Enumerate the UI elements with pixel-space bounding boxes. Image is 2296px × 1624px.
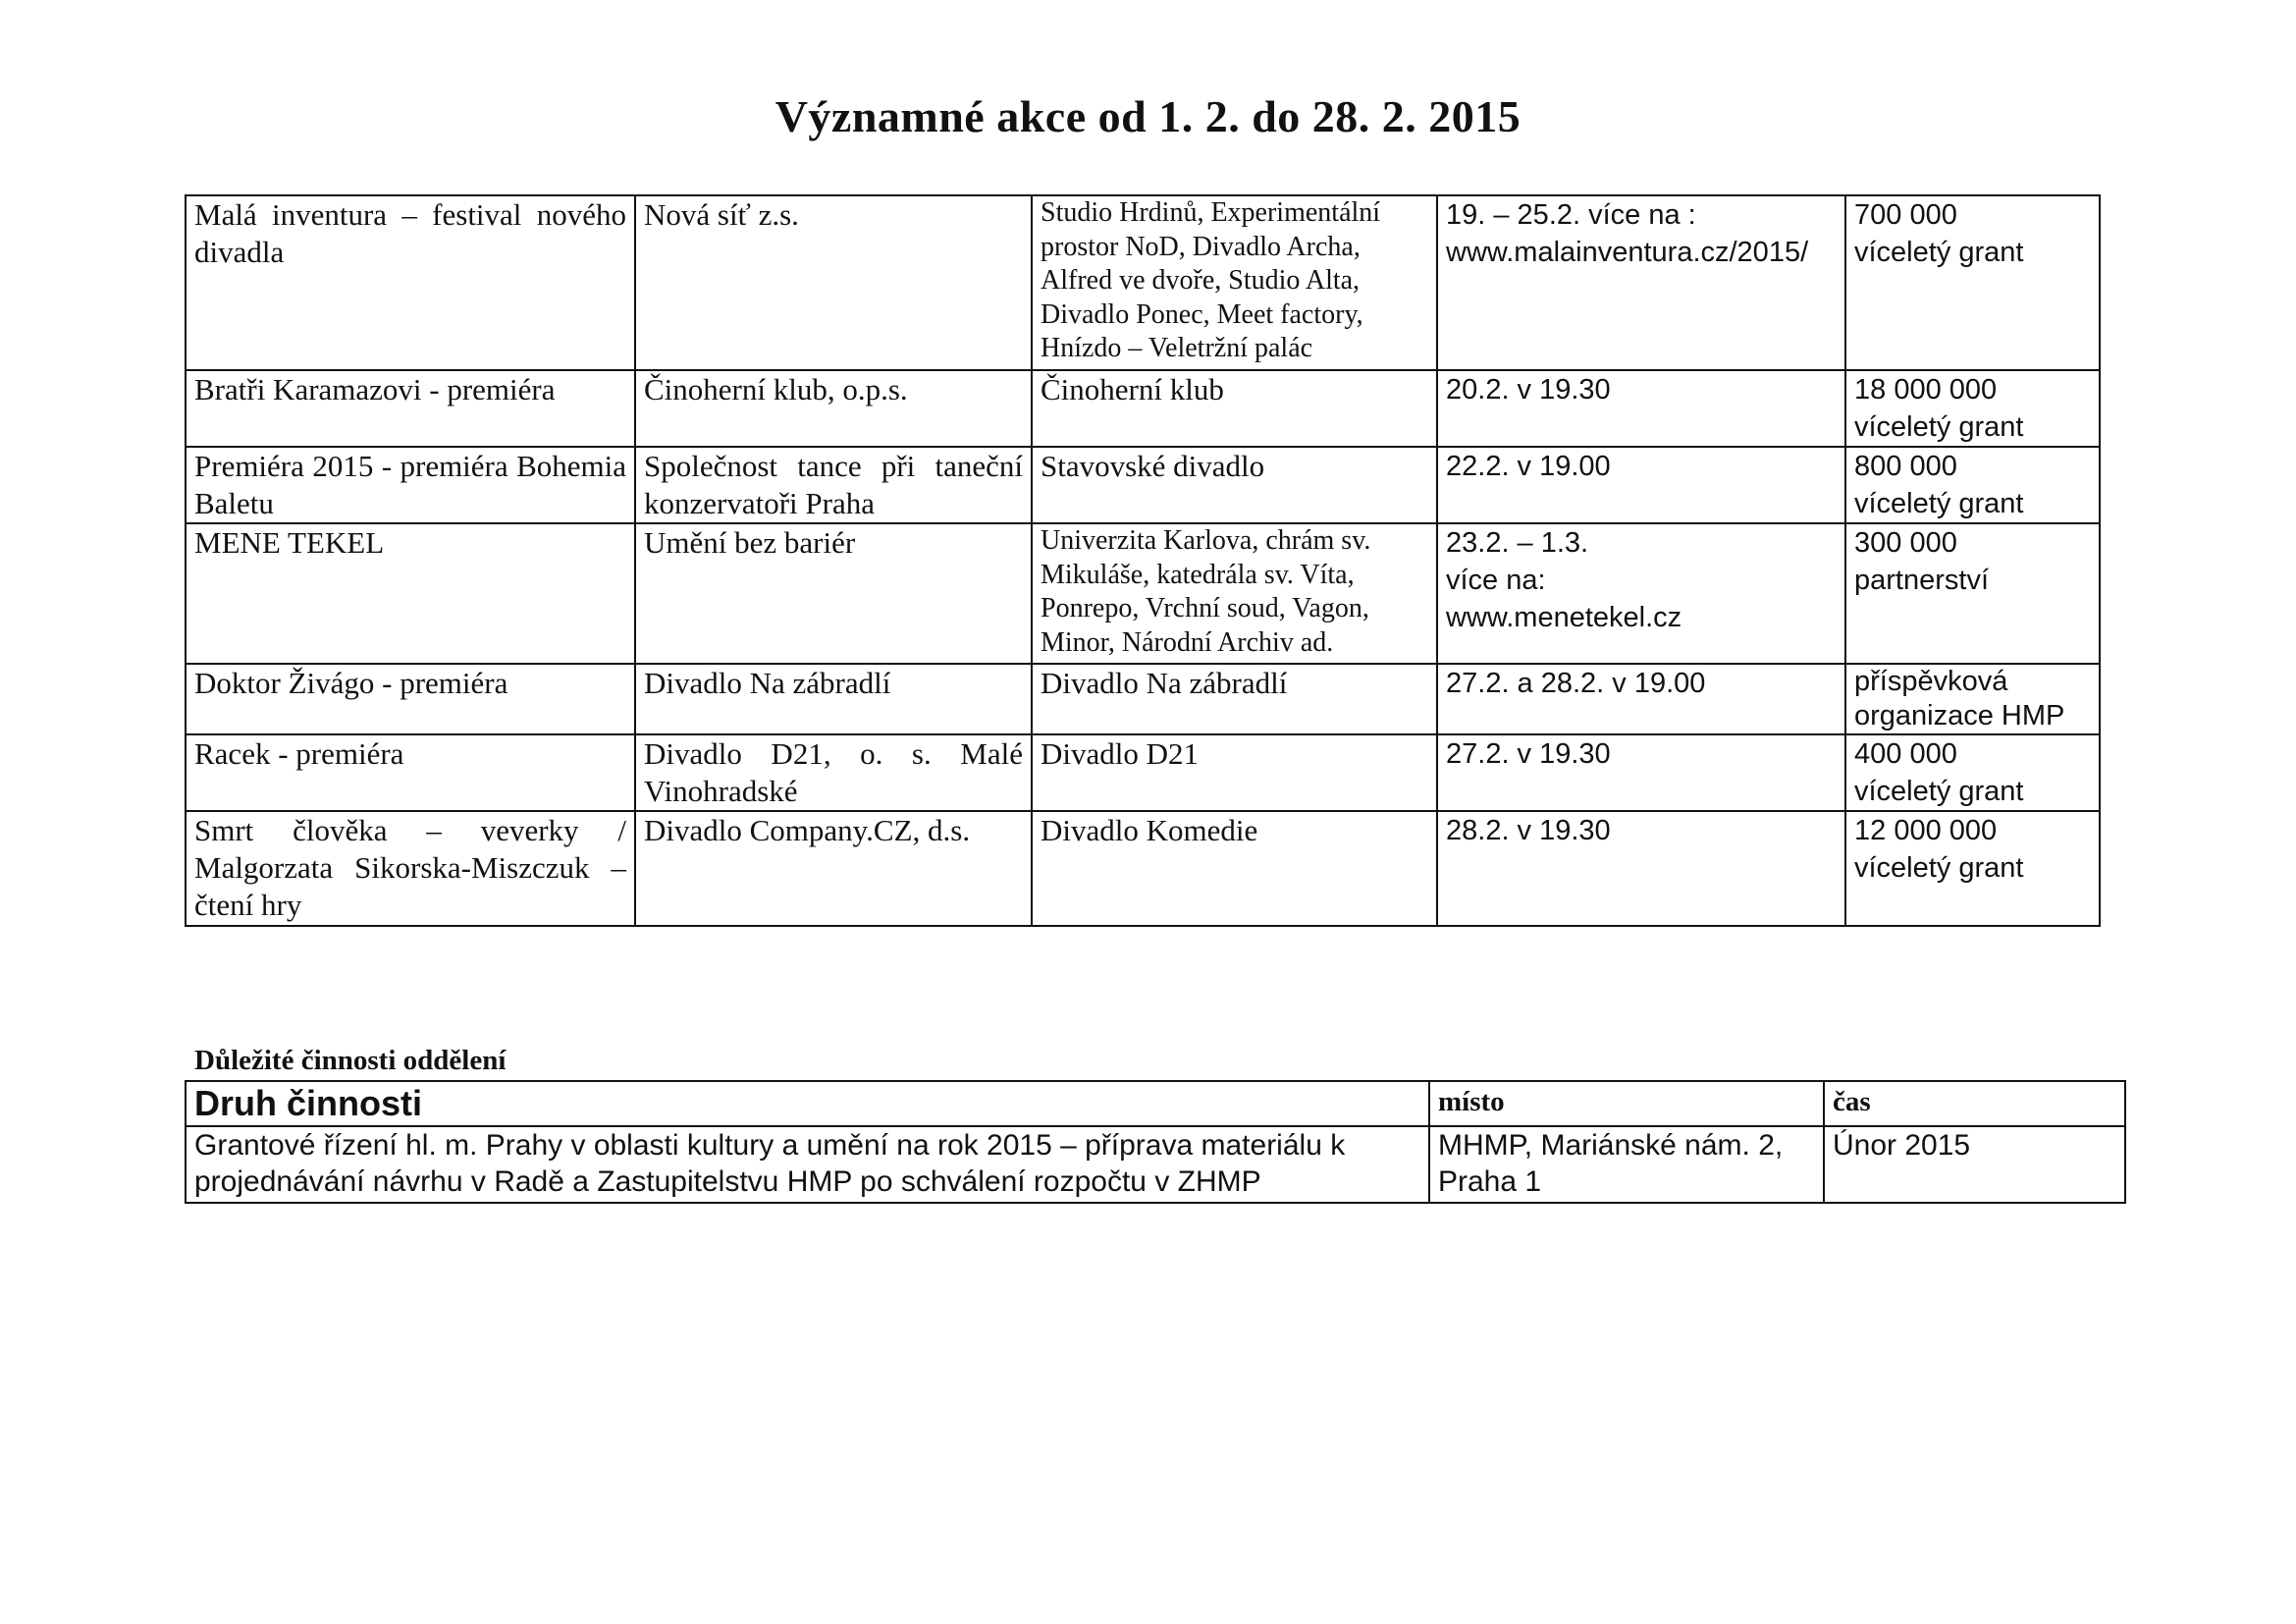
events-table bbox=[185, 194, 2101, 927]
event-organizer: Nová síť z.s. bbox=[635, 195, 1032, 370]
event-row bbox=[186, 734, 2100, 811]
funding-amount: 18 000 000 bbox=[1854, 374, 1998, 406]
event-venue bbox=[1032, 447, 1437, 523]
event-date bbox=[1437, 447, 1845, 523]
activity-place-line: MHMP, Mariánské nám. 2, bbox=[1438, 1129, 1784, 1162]
activity-kind bbox=[186, 1126, 1429, 1203]
funding-amount: 12 000 000 bbox=[1854, 815, 1998, 846]
date-line: www.menetekel.cz bbox=[1446, 602, 1682, 633]
event-organizer: Divadlo D21, o. s. Malé Vinohradské bbox=[635, 734, 1032, 811]
event-row bbox=[186, 523, 2100, 664]
funding-type: víceletý grant bbox=[1854, 411, 2024, 443]
event-organizer: Umění bez bariér bbox=[635, 523, 1032, 664]
funding-amount: 800 000 bbox=[1854, 451, 1957, 482]
event-venue bbox=[1032, 523, 1437, 664]
section-heading: Důležité činnosti oddělení bbox=[194, 1045, 507, 1076]
event-row bbox=[186, 811, 2100, 926]
event-venue bbox=[1032, 370, 1437, 447]
event-venue bbox=[1032, 734, 1437, 811]
event-date bbox=[1437, 195, 1845, 370]
funding-type: víceletý grant bbox=[1854, 852, 2024, 884]
funding-amount: 400 000 bbox=[1854, 738, 1957, 770]
event-date bbox=[1437, 523, 1845, 664]
date-line: více na: bbox=[1446, 565, 1546, 596]
event-date bbox=[1437, 664, 1845, 734]
event-date bbox=[1437, 370, 1845, 447]
event-row bbox=[186, 447, 2100, 523]
venue-line: Studio Hrdinů, Experimentální bbox=[1041, 197, 1381, 228]
event-funding bbox=[1845, 664, 2100, 734]
event-row bbox=[186, 195, 2100, 370]
funding-type: víceletý grant bbox=[1854, 237, 2024, 268]
venue-line: Alfred ve dvoře, Studio Alta, bbox=[1041, 265, 1361, 296]
event-name: Smrt člověka – veverky / Malgorzata Sikorska-Miszczuk – čtení hry bbox=[186, 811, 635, 926]
activity-place-line: Praha 1 bbox=[1438, 1165, 1542, 1198]
activity-time: Únor 2015 bbox=[1824, 1126, 2125, 1203]
event-name: Malá inventura – festival nového divadla bbox=[186, 195, 635, 370]
activity-kind-line: Grantové řízení hl. m. Prahy v oblasti kultury a umění na rok 2015 – příprava materiálu k bbox=[194, 1129, 1346, 1162]
activity-place bbox=[1429, 1126, 1824, 1203]
activity-kind-line: projednávání návrhu v Radě a Zastupitelstvu HMP po schválení rozpočtu v ZHMP bbox=[194, 1165, 1261, 1198]
event-funding bbox=[1845, 811, 2100, 926]
venue-line: Stavovské divadlo bbox=[1041, 449, 1265, 483]
funding-type: organizace HMP bbox=[1854, 700, 2065, 731]
venue-line: Divadlo D21 bbox=[1041, 736, 1200, 771]
date-line: 20.2. v 19.30 bbox=[1446, 374, 1611, 406]
event-venue bbox=[1032, 811, 1437, 926]
funding-type: partnerství bbox=[1854, 565, 1989, 596]
event-funding bbox=[1845, 523, 2100, 664]
funding-amount: 300 000 bbox=[1854, 527, 1957, 559]
event-funding bbox=[1845, 734, 2100, 811]
event-name: Racek - premiéra bbox=[186, 734, 635, 811]
event-name: Premiéra 2015 - premiéra Bohemia Baletu bbox=[186, 447, 635, 523]
event-funding bbox=[1845, 370, 2100, 447]
date-line: 27.2. v 19.30 bbox=[1446, 738, 1611, 770]
activities-table bbox=[185, 1080, 2126, 1204]
date-line: 28.2. v 19.30 bbox=[1446, 815, 1611, 846]
venue-line: prostor NoD, Divadlo Archa, bbox=[1041, 231, 1361, 262]
activity-row bbox=[186, 1126, 2125, 1203]
column-header-place: místo bbox=[1429, 1081, 1824, 1126]
date-line: www.malainventura.cz/2015/ bbox=[1446, 237, 1809, 268]
date-line: 22.2. v 19.00 bbox=[1446, 451, 1611, 482]
venue-line: Hnízdo – Veletržní palác bbox=[1041, 333, 1313, 363]
event-funding bbox=[1845, 447, 2100, 523]
event-organizer: Divadlo Na zábradlí bbox=[635, 664, 1032, 734]
column-header-time: čas bbox=[1824, 1081, 2125, 1126]
column-header-kind: Druh činnosti bbox=[186, 1081, 1429, 1126]
funding-amount: 700 000 bbox=[1854, 199, 1957, 231]
event-venue bbox=[1032, 664, 1437, 734]
venue-line: Ponrepo, Vrchní soud, Vagon, bbox=[1041, 593, 1369, 623]
event-funding bbox=[1845, 195, 2100, 370]
venue-line: Divadlo Komedie bbox=[1041, 813, 1258, 847]
funding-type: víceletý grant bbox=[1854, 488, 2024, 519]
event-organizer: Společnost tance při taneční konzervatoři Praha bbox=[635, 447, 1032, 523]
event-date bbox=[1437, 811, 1845, 926]
venue-line: Minor, Národní Archiv ad. bbox=[1041, 626, 1334, 658]
venue-line: Činoherní klub bbox=[1041, 372, 1224, 406]
date-line: 27.2. a 28.2. v 19.00 bbox=[1446, 668, 1706, 699]
event-date bbox=[1437, 734, 1845, 811]
venue-line: Univerzita Karlova, chrám sv. bbox=[1041, 525, 1371, 556]
event-row bbox=[186, 370, 2100, 447]
page-title: Významné akce od 1. 2. do 28. 2. 2015 bbox=[774, 91, 1522, 141]
event-name: Bratři Karamazovi - premiéra bbox=[186, 370, 635, 447]
event-organizer: Činoherní klub, o.p.s. bbox=[635, 370, 1032, 447]
activities-header-row bbox=[186, 1081, 2125, 1126]
date-line: 23.2. – 1.3. bbox=[1446, 527, 1589, 559]
venue-line: Divadlo Na zábradlí bbox=[1041, 666, 1288, 700]
event-venue bbox=[1032, 195, 1437, 370]
funding-type: víceletý grant bbox=[1854, 776, 2024, 807]
funding-type: příspěvková bbox=[1854, 666, 2008, 697]
event-row bbox=[186, 664, 2100, 734]
venue-line: Mikuláše, katedrála sv. Víta, bbox=[1041, 559, 1355, 590]
date-line: 19. – 25.2. více na : bbox=[1446, 199, 1696, 231]
venue-line: Divadlo Ponec, Meet factory, bbox=[1041, 298, 1363, 330]
event-name: MENE TEKEL bbox=[186, 523, 635, 664]
event-name: Doktor Živágo - premiéra bbox=[186, 664, 635, 734]
event-organizer: Divadlo Company.CZ, d.s. bbox=[635, 811, 1032, 926]
